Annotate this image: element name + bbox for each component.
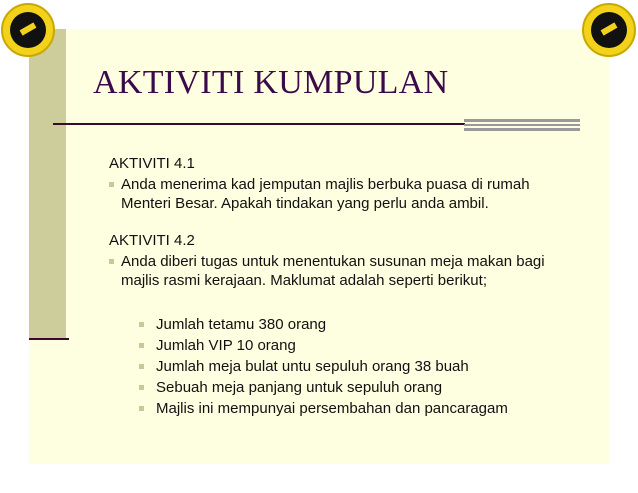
slide-title: AKTIVITI KUMPULAN [93, 64, 449, 101]
detail-item: Majlis ini mempunyai persembahan dan pancaragam [139, 399, 508, 420]
bullet-icon [139, 385, 144, 390]
bullet-icon [109, 182, 114, 187]
bullet-icon [139, 322, 144, 327]
badge-logo-left [1, 3, 55, 57]
slide-sidebar [29, 29, 66, 339]
bullet-icon [109, 259, 114, 264]
title-decoration-bars [464, 119, 580, 131]
bullet-icon [139, 364, 144, 369]
detail-item: Jumlah tetamu 380 orang [139, 315, 508, 336]
title-rule [53, 123, 465, 125]
activity-text: Anda menerima kad jemputan majlis berbuka puasa di rumah Menteri Besar. Apakah tindakan yang perlu anda ambil. [109, 175, 579, 213]
bullet-icon [139, 406, 144, 411]
detail-item: Jumlah VIP 10 orang [139, 336, 508, 357]
activity-heading: AKTIVITI 4.1 [109, 155, 195, 172]
detail-item: Sebuah meja panjang untuk sepuluh orang [139, 378, 508, 399]
bullet-icon [139, 343, 144, 348]
sidebar-underline [29, 338, 69, 340]
details-list [139, 315, 508, 420]
detail-item: Jumlah meja bulat untu sepuluh orang 38 buah [139, 357, 508, 378]
badge-logo-right [582, 3, 636, 57]
activity-text: Anda diberi tugas untuk menentukan susunan meja makan bagi majlis rasmi kerajaan. Maklumat adalah seperti berikut; [109, 252, 579, 290]
slide-content [109, 154, 579, 290]
activity-heading: AKTIVITI 4.2 [109, 232, 195, 249]
